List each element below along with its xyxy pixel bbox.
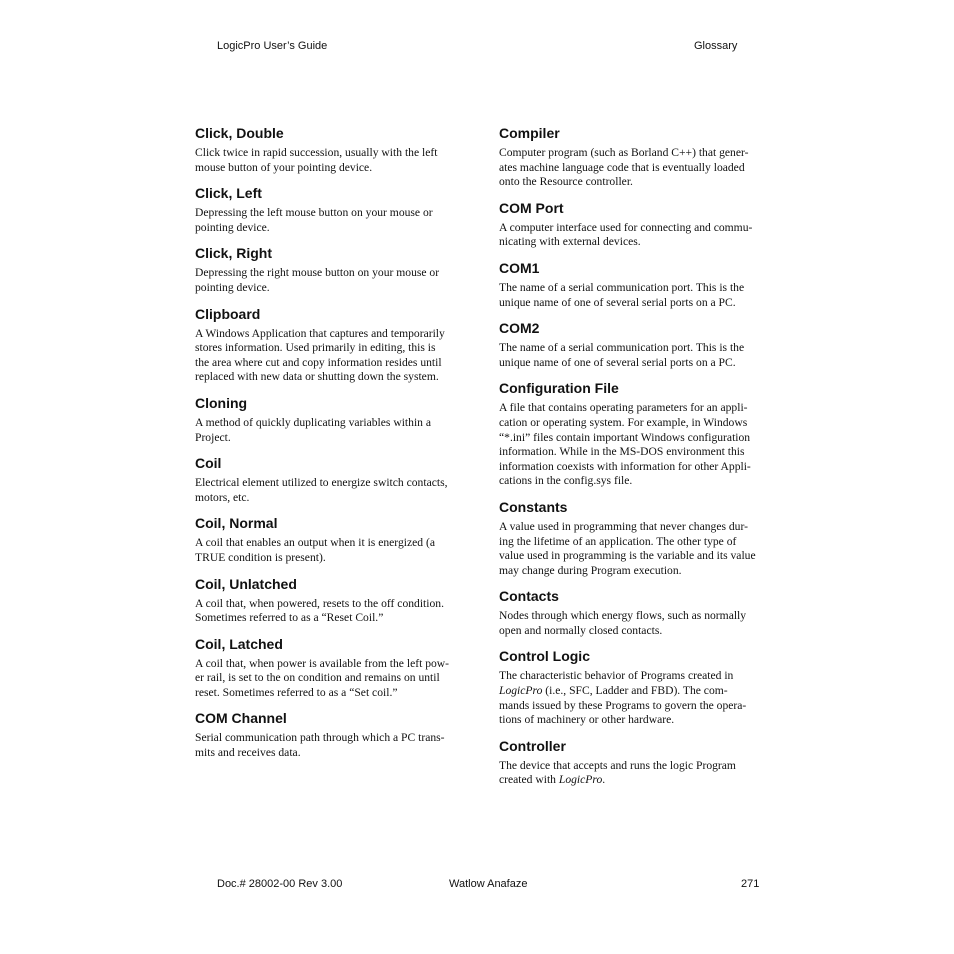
- glossary-definition: [195, 476, 458, 505]
- glossary-term: Controller: [499, 737, 566, 754]
- definition-line: A coil that, when powered, resets to the off condition.: [195, 596, 444, 610]
- definition-line: A file that contains operating parameters for an appli-: [499, 401, 748, 415]
- definition-line: information. While in the MS-DOS environment this: [499, 445, 745, 459]
- glossary-term: Cloning: [195, 394, 248, 411]
- glossary-definition: [499, 146, 762, 190]
- definition-line: cation or operating system. For example, in Windows: [499, 415, 748, 429]
- glossary-definition: [499, 281, 762, 310]
- glossary-definition: [195, 206, 458, 235]
- glossary-term: Coil, Unlatched: [195, 575, 297, 592]
- definition-line: mits and receives data.: [195, 746, 301, 760]
- glossary-right-column: [499, 125, 762, 798]
- glossary-term: Coil, Latched: [195, 635, 283, 652]
- definition-line: cations in the config.sys file.: [499, 474, 633, 488]
- definition-line: mouse button of your pointing device.: [195, 160, 373, 174]
- footer-page-number: 271: [741, 878, 760, 890]
- definition-line: er rail, is set to the on condition and remains on until: [195, 671, 440, 685]
- footer-doc-number: Doc.# 28002-00 Rev 3.00: [217, 878, 343, 890]
- glossary-entry-com2: [499, 320, 762, 370]
- definition-line: reset. Sometimes referred to as a “Set coil.”: [195, 685, 398, 699]
- definition-line: “*.ini” files contain important Windows configuration: [499, 430, 751, 444]
- glossary-entry-com1: [499, 260, 762, 310]
- definition-line: Depressing the left mouse button on your mouse or: [195, 206, 433, 220]
- definition-line: replaced with new data or shutting down the system.: [195, 370, 439, 384]
- glossary-term: COM Channel: [195, 710, 287, 727]
- definition-line: ates machine language code that is eventually loaded: [499, 160, 745, 174]
- definition-line: Depressing the right mouse button on your mouse or: [195, 266, 440, 280]
- glossary-entry-compiler: [499, 125, 762, 190]
- footer-publisher: Watlow Anafaze: [449, 878, 528, 890]
- definition-line: information coexists with information for other Appli-: [499, 459, 751, 473]
- glossary-term: Coil: [195, 455, 222, 472]
- definition-line: onto the Resource controller.: [499, 175, 633, 189]
- running-header-section: Glossary: [694, 40, 738, 52]
- definition-line: Computer program (such as Borland C++) that gener-: [499, 146, 749, 159]
- definition-line: unique name of one of several serial ports on a PC.: [499, 295, 736, 309]
- glossary-entry-com-port: [499, 200, 762, 250]
- glossary-entry-configuration-file: [499, 380, 762, 489]
- definition-line: open and normally closed contacts.: [499, 623, 663, 637]
- glossary-term: Click, Double: [195, 125, 284, 141]
- definition-line: Project.: [195, 430, 231, 444]
- glossary-entry-cloning: [195, 395, 458, 445]
- definition-line: stores information. Used primarily in editing, this is: [195, 341, 436, 355]
- definition-line: pointing device.: [195, 280, 270, 294]
- glossary-definition: [195, 657, 458, 701]
- glossary-definition: [195, 597, 458, 626]
- glossary-entry-coil-latched: [195, 636, 458, 701]
- glossary-term: COM Port: [499, 199, 564, 216]
- definition-line: pointing device.: [195, 220, 270, 234]
- definition-line: The characteristic behavior of Programs created in: [499, 669, 734, 683]
- definition-line: created with LogicPro.: [499, 773, 606, 787]
- glossary-definition: [499, 609, 762, 638]
- glossary-left-column: [195, 125, 458, 771]
- glossary-definition: [499, 221, 762, 250]
- definition-line: A value used in programming that never changes dur-: [499, 519, 748, 533]
- glossary-term: Click, Left: [195, 185, 262, 202]
- glossary-entry-click-right: [195, 245, 458, 295]
- glossary-entry-controller: [499, 738, 762, 788]
- definition-line: Nodes through which energy flows, such as normally: [499, 609, 747, 623]
- definition-line: unique name of one of several serial ports on a PC.: [499, 355, 736, 369]
- definition-line: may change during Program execution.: [499, 563, 682, 577]
- glossary-definition: [195, 731, 458, 760]
- glossary-entry-com-channel: [195, 710, 458, 760]
- glossary-term: Compiler: [499, 125, 560, 141]
- definition-line: A Windows Application that captures and temporarily: [195, 326, 445, 340]
- glossary-definition: [499, 759, 762, 788]
- definition-line: LogicPro (i.e., SFC, Ladder and FBD). The com-: [499, 684, 728, 698]
- glossary-term: Constants: [499, 498, 568, 515]
- glossary-entry-coil-normal: [195, 515, 458, 565]
- definition-line: A coil that enables an output when it is energized (a: [195, 536, 435, 550]
- glossary-term: COM2: [499, 320, 540, 337]
- definition-line: mands issued by these Programs to govern the opera-: [499, 698, 747, 712]
- definition-line: motors, etc.: [195, 490, 250, 504]
- definition-line: Sometimes referred to as a “Reset Coil.”: [195, 611, 384, 625]
- definition-line: The device that accepts and runs the logic Program: [499, 758, 736, 772]
- glossary-entry-constants: [499, 499, 762, 578]
- glossary-term: Clipboard: [195, 305, 261, 322]
- glossary-definition: [195, 536, 458, 565]
- glossary-term: COM1: [499, 259, 540, 276]
- glossary-entry-contacts: [499, 588, 762, 638]
- definition-line: the area where cut and copy information resides until: [195, 355, 442, 369]
- glossary-definition: [195, 416, 458, 445]
- definition-line: tions of machinery or other hardware.: [499, 713, 675, 727]
- running-header-title: LogicPro User’s Guide: [217, 40, 328, 52]
- glossary-entry-coil: [195, 455, 458, 505]
- definition-line: Click twice in rapid succession, usually with the left: [195, 146, 438, 159]
- glossary-term: Coil, Normal: [195, 515, 278, 532]
- glossary-definition: [499, 341, 762, 370]
- glossary-definition: [499, 401, 762, 489]
- glossary-term: Contacts: [499, 588, 559, 605]
- definition-line: The name of a serial communication port. This is the: [499, 280, 745, 294]
- definition-line: A coil that, when power is available from the left pow-: [195, 656, 450, 670]
- glossary-term: Configuration File: [499, 380, 619, 397]
- glossary-term: Control Logic: [499, 648, 590, 665]
- glossary-entry-coil-unlatched: [195, 576, 458, 626]
- definition-line: value used in programming is the variable and its value: [499, 549, 756, 563]
- definition-line: Electrical element utilized to energize switch contacts,: [195, 476, 448, 490]
- glossary-entry-click-double: [195, 125, 458, 175]
- definition-line: A method of quickly duplicating variables within a: [195, 415, 432, 429]
- definition-line: nicating with external devices.: [499, 235, 641, 249]
- glossary-definition: [195, 327, 458, 385]
- definition-line: ing the lifetime of an application. The other type of: [499, 534, 737, 548]
- glossary-entry-clipboard: [195, 306, 458, 385]
- glossary-entry-control-logic: [499, 648, 762, 727]
- glossary-term: Click, Right: [195, 245, 273, 262]
- definition-line: A computer interface used for connecting and commu-: [499, 220, 753, 234]
- definition-line: Serial communication path through which a PC trans-: [195, 731, 445, 745]
- definition-line: The name of a serial communication port. This is the: [499, 341, 745, 355]
- glossary-definition: [195, 146, 458, 175]
- glossary-definition: [195, 266, 458, 295]
- glossary-definition: [499, 669, 762, 727]
- glossary-entry-click-left: [195, 185, 458, 235]
- definition-line: TRUE condition is present).: [195, 550, 326, 564]
- glossary-definition: [499, 520, 762, 578]
